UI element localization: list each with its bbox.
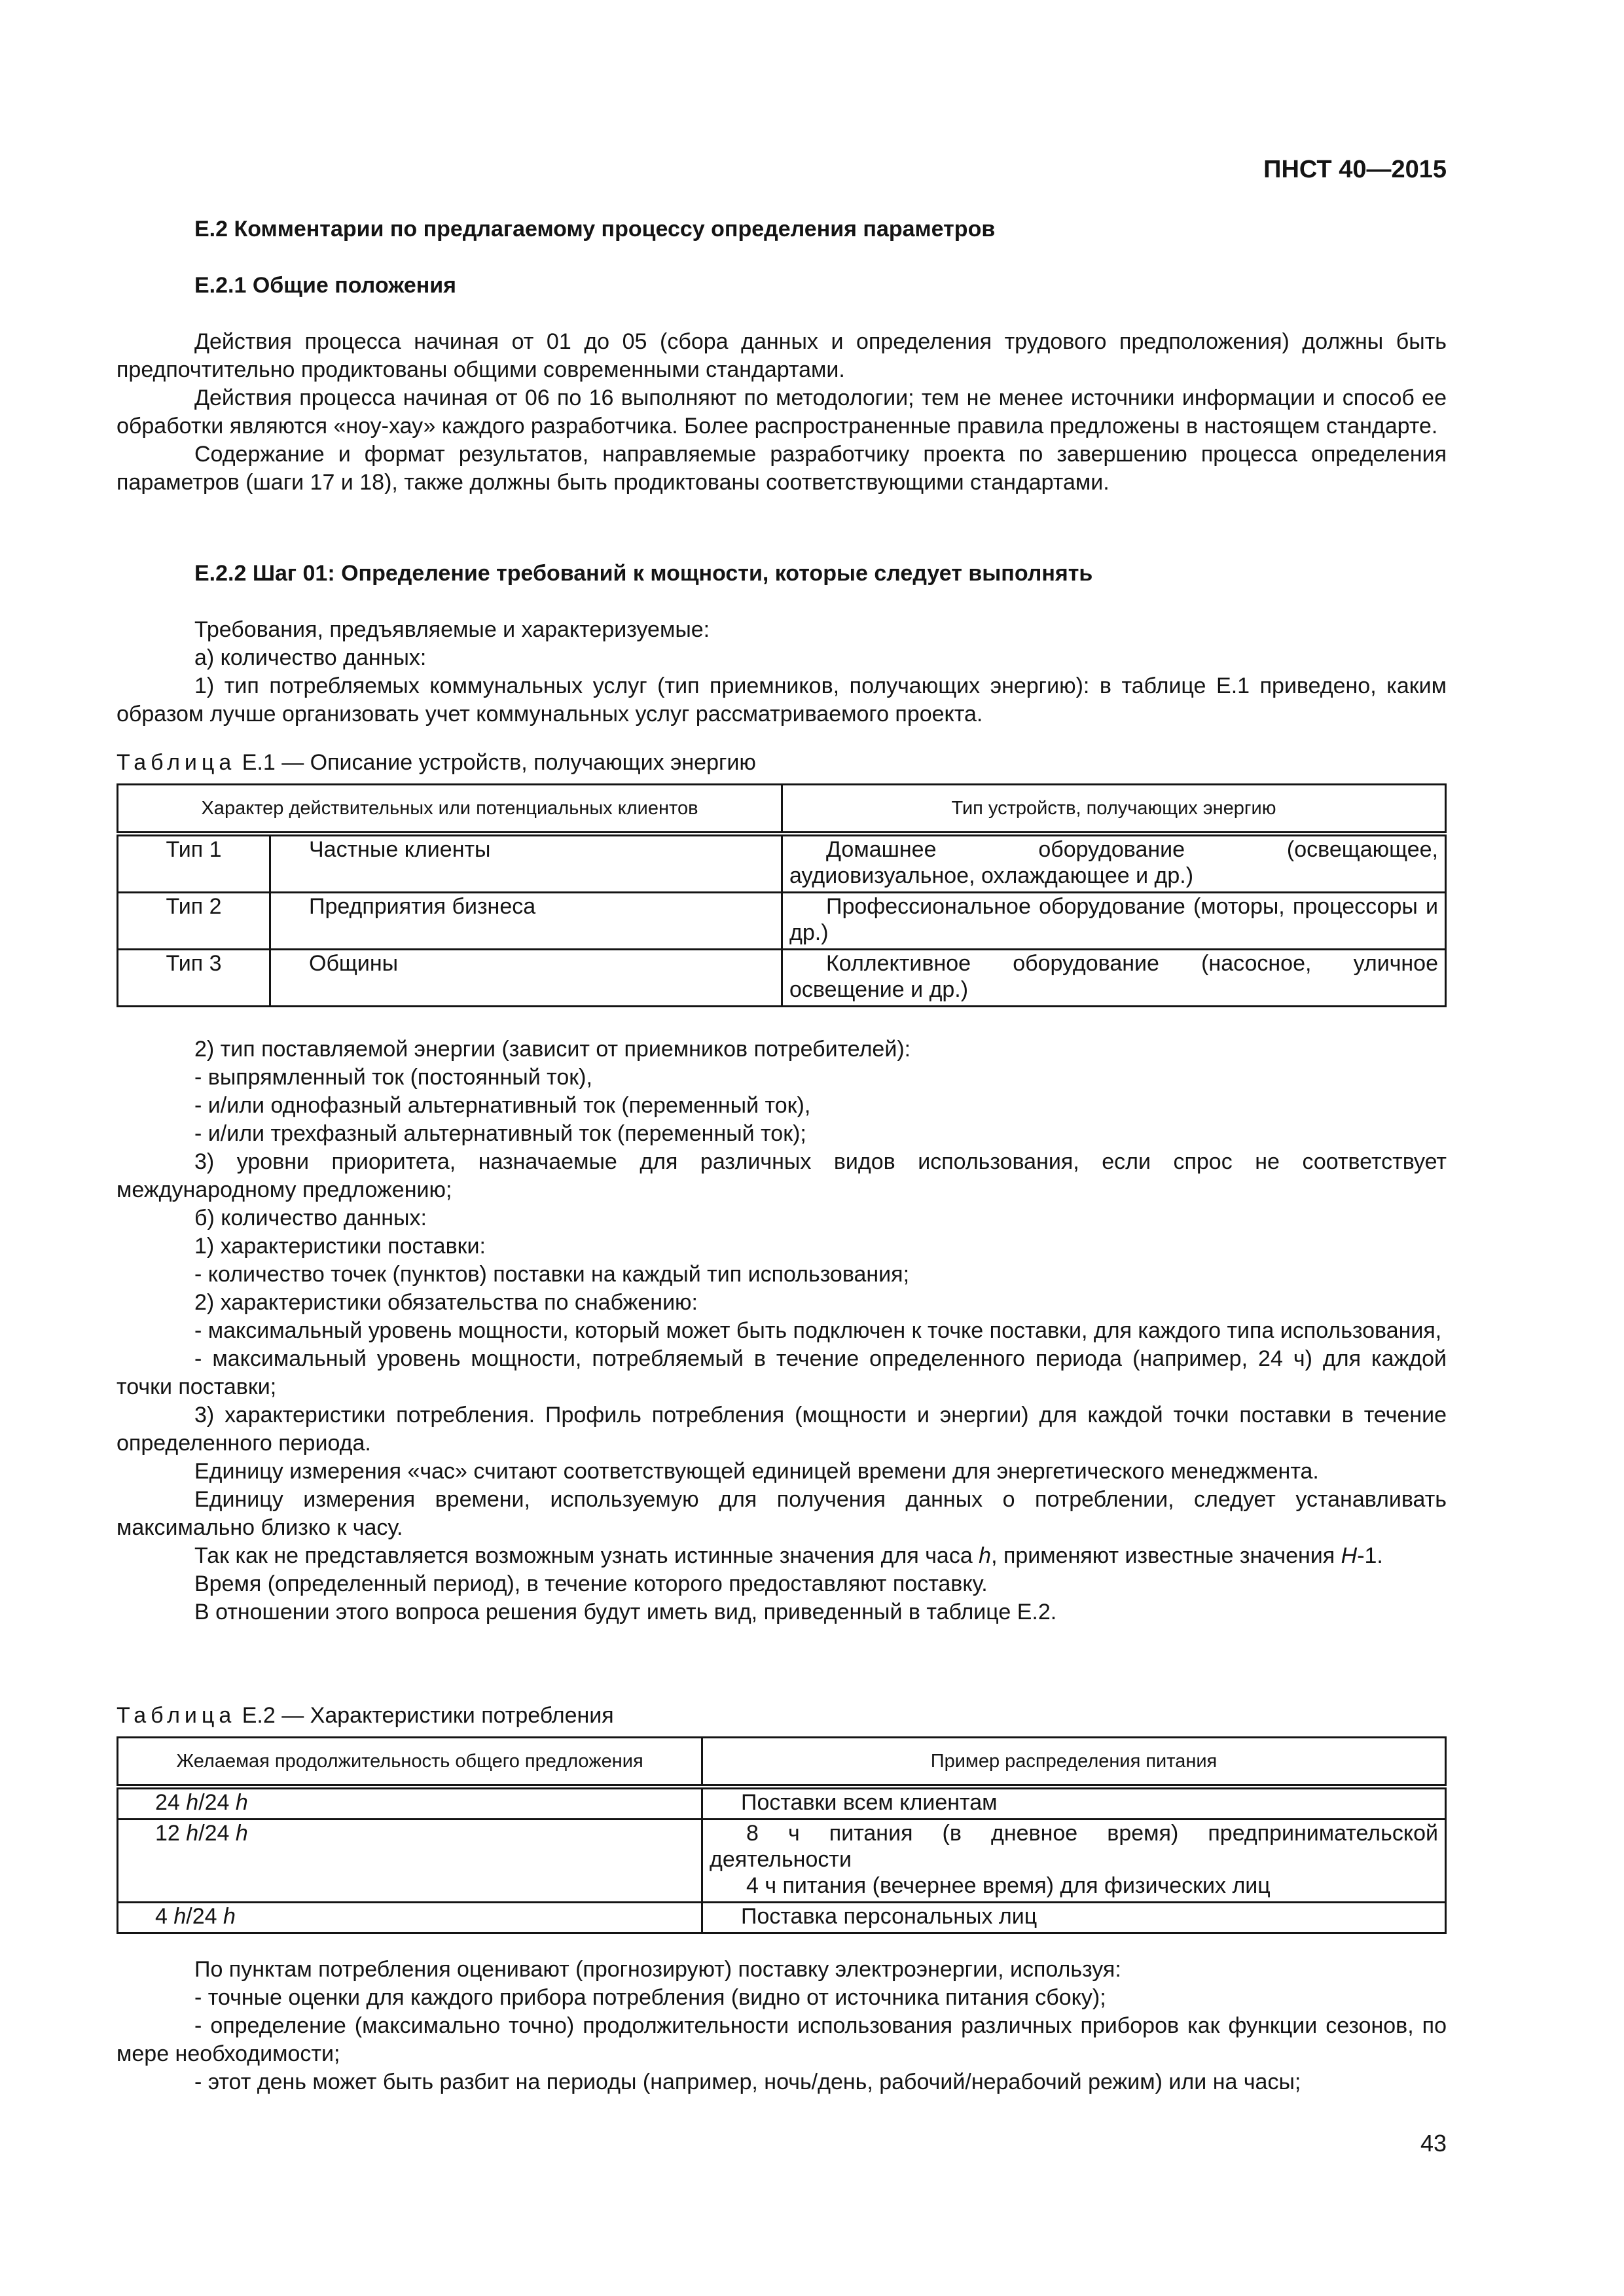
distribution-line: Поставка персональных лиц: [741, 1904, 1038, 1929]
text-run: -1.: [1357, 1543, 1383, 1568]
list-item: - количество точек (пунктов) поставки на каждый тип использования;: [194, 1262, 910, 1287]
document-code: ПНСТ 40—2015: [1263, 156, 1447, 183]
table-cell-duration: [118, 1820, 702, 1903]
list-item: - максимальный уровень мощности, который может быть подключен к точке поставки, для каждого типа использования,: [194, 1318, 1442, 1343]
duration-number: 24: [155, 1790, 180, 1815]
list-item: - и/или однофазный альтернативный ток (переменный ток),: [194, 1093, 811, 1118]
paragraph: [117, 1542, 1447, 1570]
paragraph: В отношении этого вопроса решения будут иметь вид, приведенный в таблице Е.2.: [194, 1600, 1057, 1624]
paragraph: 1) тип потребляемых коммунальных услуг (тип приемников, получающих энергию): в таблице Е.1 приведено, каким образом лучше организовать учет коммунальных услуг рассматриваемого проекта.: [117, 673, 1447, 726]
table-caption-prefix: Таблица: [117, 750, 236, 775]
duration-separator: /24: [198, 1821, 236, 1846]
table-caption-text: Е.2 — Характеристики потребления: [236, 1703, 614, 1728]
paragraph: Действия процесса начиная от 01 до 05 (сбора данных и определения трудового предположения) должны быть предпочтительно продиктованы общими современными стандартами.: [117, 329, 1447, 382]
table-cell-devices: Коллективное оборудование (насосное, уличное освещение и др.): [782, 950, 1446, 1007]
table-e2: [117, 1736, 1447, 1934]
variable: h: [235, 1821, 248, 1846]
paragraph: Единицу измерения времени, используемую для получения данных о потреблении, следует устанавливать максимально близко к часу.: [117, 1487, 1447, 1540]
paragraph: 3) уровни приоритета, назначаемые для различных видов использования, если спрос не соответствует международному предложению;: [117, 1149, 1447, 1202]
text-run: Так как не представляется возможным узнать истинные значения для часа: [194, 1543, 979, 1568]
section-e22: [117, 560, 1447, 728]
section-e2: [117, 215, 1447, 497]
duration-number: 12: [155, 1821, 180, 1846]
variable: h: [173, 1904, 187, 1929]
paragraph: Содержание и формат результатов, направляемые разработчику проекта по завершению процесса определения параметров (шаги 17 и 18), также должны быть продиктованы соответствующими стандартами.: [117, 442, 1447, 495]
table-cell-devices: Профессиональное оборудование (моторы, процессоры и др.): [782, 893, 1446, 950]
table-header-cell: Характер действительных или потенциальных клиентов: [118, 785, 782, 834]
duration-number: 4: [155, 1904, 168, 1929]
duration-separator: /24: [186, 1904, 224, 1929]
variable: h: [186, 1790, 199, 1815]
paragraph: б) количество данных:: [194, 1206, 427, 1230]
table-cell-distribution: [702, 1903, 1446, 1933]
list-item: - и/или трехфазный альтернативный ток (переменный ток);: [194, 1121, 806, 1146]
paragraph: Время (определенный период), в течение которого предоставляют поставку.: [194, 1571, 988, 1596]
table-cell-duration: [118, 1787, 702, 1820]
table-cell-name: Частные клиенты: [270, 834, 782, 893]
list-item: - точные оценки для каждого прибора потребления (видно от источника питания сбоку);: [194, 1985, 1106, 2010]
table-row: [118, 950, 1446, 1007]
list-item: - определение (максимально точно) продолжительности использования различных приборов как функции сезонов, по мере необходимости;: [117, 2013, 1447, 2066]
section-heading: Е.2.2 Шаг 01: Определение требований к мощности, которые следует выполнять: [194, 561, 1093, 586]
list-item: - выпрямленный ток (постоянный ток),: [194, 1065, 592, 1090]
table-cell-distribution: [702, 1787, 1446, 1820]
table-cell-type: Тип 2: [118, 893, 270, 950]
paragraph: 2) характеристики обязательства по снабжению:: [194, 1290, 698, 1315]
table-cell-type: Тип 1: [118, 834, 270, 893]
table-caption: [117, 749, 756, 777]
table-row: [118, 893, 1446, 950]
table-row: [118, 1787, 1446, 1820]
table-cell-name: Общины: [270, 950, 782, 1007]
distribution-line: 8 ч питания (в дневное время) предпринимательской деятельности: [710, 1821, 1438, 1872]
page-number: 43: [1420, 2130, 1447, 2157]
paragraph: Требования, предъявляемые и характеризуемые:: [194, 617, 710, 642]
distribution-line: Поставки всем клиентам: [741, 1790, 998, 1815]
table-row: [118, 1820, 1446, 1903]
table-cell-distribution: [702, 1820, 1446, 1903]
table-cell-type: Тип 3: [118, 950, 270, 1007]
table-cell-name: Предприятия бизнеса: [270, 893, 782, 950]
paragraph: 3) характеристики потребления. Профиль потребления (мощности и энергии) для каждой точки поставки в течение определенного периода.: [117, 1403, 1447, 1456]
table-cell-duration: [118, 1903, 702, 1933]
list-item: - максимальный уровень мощности, потребляемый в течение определенного периода (например, 24 ч) для каждой точки поставки;: [117, 1346, 1447, 1399]
paragraph: По пунктам потребления оценивают (прогнозируют) поставку электроэнергии, используя:: [194, 1957, 1121, 1982]
table-header-cell: Пример распределения питания: [702, 1738, 1446, 1787]
variable: h: [979, 1543, 992, 1568]
table-row: [118, 1903, 1446, 1933]
paragraph: Действия процесса начиная от 06 по 16 выполняют по методологии; тем не менее источники информации и способ ее обработки являются «ноу-хау» каждого разработчика. Более распространенные правила предложены в настоящем стандарте.: [117, 386, 1447, 439]
paragraph: а) количество данных:: [194, 645, 427, 670]
table-cell-devices: Домашнее оборудование (освещающее, аудиовизуальное, охлаждающее и др.): [782, 834, 1446, 893]
variable: H: [1341, 1543, 1358, 1568]
table-header-cell: Желаемая продолжительность общего предложения: [118, 1738, 702, 1787]
paragraph: 2) тип поставляемой энергии (зависит от приемников потребителей):: [194, 1037, 911, 1062]
variable: h: [186, 1821, 199, 1846]
table-caption: [117, 1702, 614, 1730]
table-caption-text: Е.1 — Описание устройств, получающих энергию: [236, 750, 756, 775]
section-heading: Е.2 Комментарии по предлагаемому процессу определения параметров: [194, 217, 996, 242]
paragraph: Единицу измерения «час» считают соответствующей единицей времени для энергетического менеджмента.: [194, 1459, 1319, 1484]
variable: h: [235, 1790, 248, 1815]
paragraph: 1) характеристики поставки:: [194, 1234, 486, 1259]
text-run: , применяют известные значения: [991, 1543, 1341, 1568]
distribution-line: 4 ч питания (вечернее время) для физических лиц: [746, 1873, 1271, 1898]
variable: h: [223, 1904, 236, 1929]
table-caption-prefix: Таблица: [117, 1703, 236, 1728]
list-item: - этот день может быть разбит на периоды (например, ночь/день, рабочий/нерабочий режим) или на часы;: [194, 2070, 1301, 2094]
body-text: [117, 1035, 1447, 1626]
table-header-cell: Тип устройств, получающих энергию: [782, 785, 1446, 834]
duration-separator: /24: [198, 1790, 236, 1815]
table-row: [118, 834, 1446, 893]
body-text: [117, 1956, 1447, 2096]
table-e1: [117, 783, 1447, 1007]
subsection-heading: Е.2.1 Общие положения: [194, 273, 456, 298]
